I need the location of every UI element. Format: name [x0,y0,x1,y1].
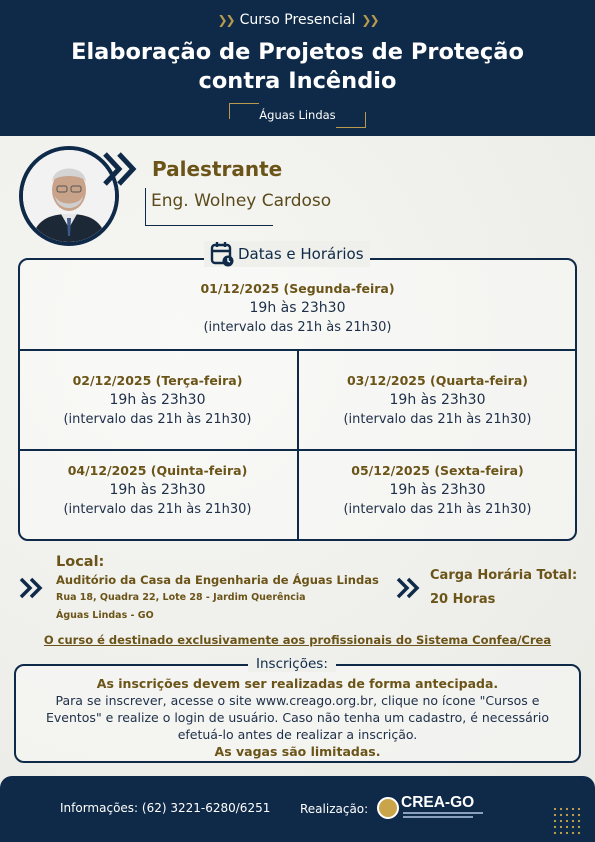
registration-line: Eventos" e realize o login de usuário. Caso não tenha um cadastro, é necessário [45,710,550,725]
session-cell [298,373,577,427]
location-city: Águas Lindas - GO [56,610,154,621]
registration-line: Para se inscrever, acesse o site www.creago.org.br, clique no ícone "Cursos e [55,693,540,708]
crea-seal-icon [377,797,399,819]
course-title [20,38,575,96]
registration-line: As inscrições devem ser realizadas de forma antecipada. [96,676,499,691]
course-title-line1: Elaboração de Projetos de Proteção [71,39,524,65]
location-venue: Auditório da Casa da Engenharia de Águas Lindas [56,573,379,587]
realization-label: Realização: [300,802,369,816]
course-type-label: Curso Presencial [239,12,356,28]
chevrons-icon [101,152,147,186]
session-time: 19h às 23h30 [109,392,206,408]
chevrons-icon [396,577,424,599]
speaker-heading: Palestrante [152,157,283,181]
session-interval: (intervalo das 21h às 21h30) [203,320,392,335]
session-cell [18,463,297,517]
dot-pattern-decoration [552,806,582,836]
crea-logo: CREA-GO [401,794,475,811]
chevrons-right-icon: ❯❯ [361,13,378,27]
session-date: 05/12/2025 (Sexta-feira) [351,463,524,478]
header-banner [0,0,595,136]
course-title-line2: contra Incêndio [198,68,397,94]
logo-subtitle-line [403,816,473,818]
location-heading: Local: [56,554,105,570]
location-address: Rua 18, Quadra 22, Lote 28 - Jardim Querência [56,592,306,603]
schedule-heading-label: Datas e Horários [238,245,364,263]
registration-heading: Inscrições: [248,656,336,672]
session-interval: (intervalo das 21h às 21h30) [63,502,252,517]
session-cell [18,281,577,335]
logo-subtitle-line [403,812,483,814]
speaker-name: Eng. Wolney Cardoso [151,191,332,211]
session-date: 03/12/2025 (Quarta-feira) [346,373,528,388]
session-cell [18,373,297,427]
calendar-clock-icon [210,241,234,267]
city-label: Águas Lindas [259,108,336,122]
registration-line: efetuá-lo antes de realizar a inscrição. [177,727,418,742]
audience-note: O curso é destinado exclusivamente aos profissionais do Sistema Confea/Crea [43,633,552,647]
registration-line: As vagas são limitadas. [214,744,381,759]
course-type [0,12,595,28]
contact-info: Informações: (62) 3221-6280/6251 [60,801,271,815]
session-time: 19h às 23h30 [389,392,486,408]
session-interval: (intervalo das 21h às 21h30) [343,412,532,427]
session-time: 19h às 23h30 [389,482,486,498]
city-badge [229,103,366,128]
chevrons-left-icon: ❯❯ [217,13,234,27]
session-time: 19h às 23h30 [109,482,206,498]
workload-value: 20 Horas [430,592,496,607]
session-time: 19h às 23h30 [249,300,346,316]
session-interval: (intervalo das 21h às 21h30) [343,502,532,517]
session-date: 04/12/2025 (Quinta-feira) [67,463,248,478]
session-interval: (intervalo das 21h às 21h30) [63,412,252,427]
session-date: 01/12/2025 (Segunda-feira) [200,281,395,296]
workload-heading: Carga Horária Total: [430,568,578,583]
session-date: 02/12/2025 (Terça-feira) [72,373,243,388]
chevrons-icon [19,577,47,599]
session-cell [298,463,577,517]
schedule-heading [204,241,370,267]
